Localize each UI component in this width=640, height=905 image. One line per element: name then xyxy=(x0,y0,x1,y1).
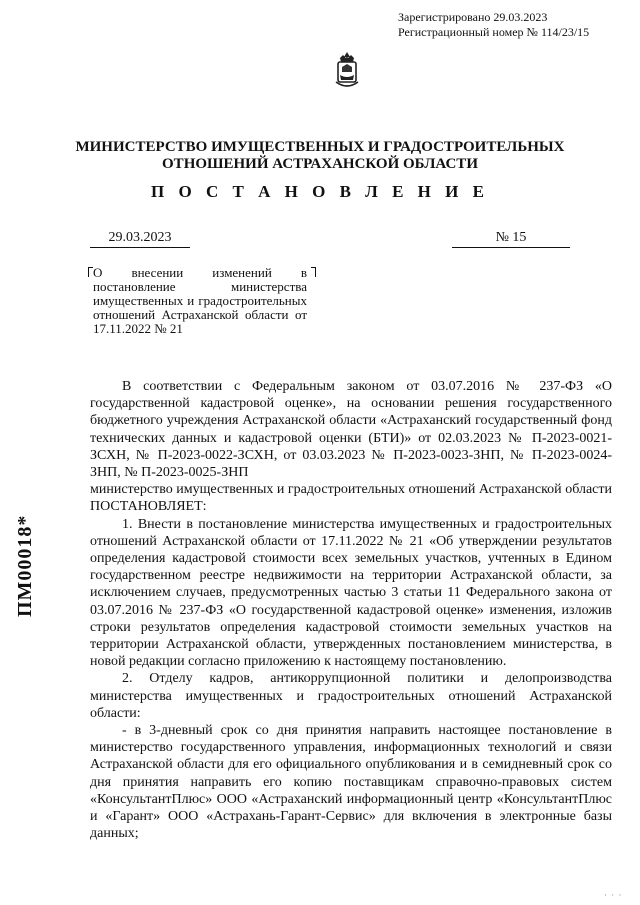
paragraph-resolves: министерство имущественных и градостроительных отношений Астраханской области ПОСТАНОВЛЯЕТ: xyxy=(90,482,612,515)
subject-bracket-right xyxy=(311,267,316,277)
document-number: № 15 xyxy=(452,230,570,248)
registration-number: Регистрационный номер № 114/23/15 xyxy=(398,25,590,39)
bottom-mark: · · · xyxy=(604,890,623,900)
document-date: 29.03.2023 xyxy=(90,230,190,248)
paragraph-item-2-sub: - в 3-дневный срок со дня принятия направить настоящее постановление в министерство государственного управления, информационных технологий и связи Астраханской области для его официального опубликования и в семидневный срок со дня принятия направить его копию поставщикам справочно-правовых систем «КонсультантПлюс» ООО «Астраханский информационный центр «КонсультантПлюс и «Гарант» ООО «Астрахань-Гарант-Сервис» для включения в электронные базы данных; xyxy=(90,723,612,842)
ministry-line-2: ОТНОШЕНИЙ АСТРАХАНСКОЙ ОБЛАСТИ xyxy=(162,156,478,172)
coat-of-arms-icon xyxy=(334,50,360,90)
ministry-name xyxy=(0,139,640,173)
document-subject: О внесении изменений в постановление министерства имущественных и градостроительных отношений Астраханской области от 17.11.2022 № 21 xyxy=(93,265,307,336)
side-document-code: ПМ00018* xyxy=(14,514,36,617)
document-type: П О С Т А Н О В Л Е Н И Е xyxy=(151,182,489,201)
document-body xyxy=(90,378,612,842)
ministry-line-1: МИНИСТЕРСТВО ИМУЩЕСТВЕННЫХ И ГРАДОСТРОИТЕЛЬНЫХ xyxy=(75,139,565,155)
paragraph-item-2: 2. Отделу кадров, антикоррупционной политики и делопроизводства министерства имущественных и градостроительных отношений Астраханской области: xyxy=(90,671,612,721)
registration-stamp xyxy=(398,10,589,40)
paragraph-preamble: В соответствии с Федеральным законом от 03.07.2016 № 237-ФЗ «О государственной кадастровой оценке», на основании решения государственного бюджетного учреждения Астраханской области «Астраханский государственный фонд технических данных и кадастровой оценки (БТИ)» от 02.03.2023 № П-2023-0021-ЗСХН, № П-2023-0022-ЗСХН, от 03.03.2023 № П-2023-0023-ЗНП, № П-2023-0024-ЗНП, № П-2023-0025-ЗНП xyxy=(90,379,612,481)
paragraph-item-1: 1. Внести в постановление министерства имущественных и градостроительных отношений Астраханской области от 17.11.2022 № 21 «Об утверждении результатов определения кадастровой стоимости всех земельных участков, учтенных в Едином государственном реестре недвижимости на территории Астраханской области, за исключением случаев, предусмотренных частью 3 статьи 11 Федерального закона от 03.07.2016 № 237-ФЗ «О государственной кадастровой оценке» изменения, изложив строки результатов определения кадастровой стоимости земельных участков на территории Астраханской области, утвержденных постановлением министерства, в новой редакции согласно приложению к настоящему постановлению. xyxy=(90,516,612,670)
registration-date: Зарегистрировано 29.03.2023 xyxy=(398,10,548,24)
